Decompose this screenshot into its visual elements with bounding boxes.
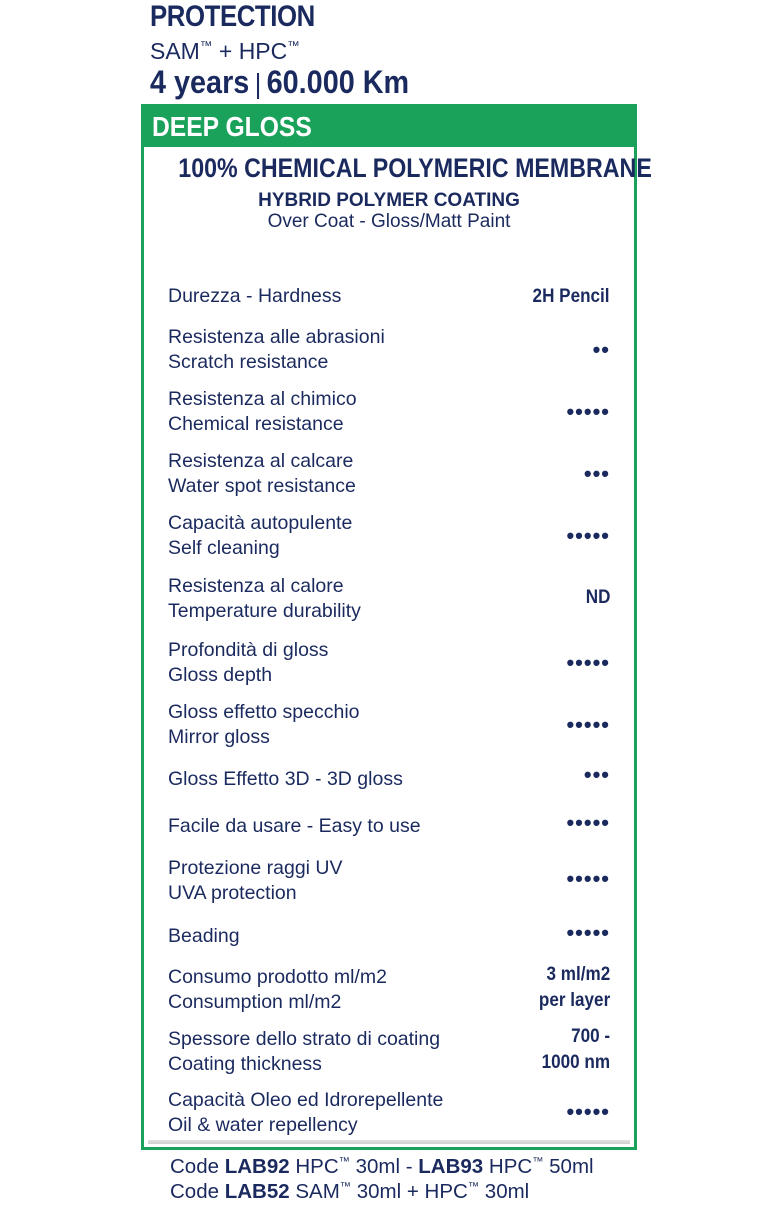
code-prefix: Code xyxy=(170,1155,225,1178)
spec-rating: ••••• xyxy=(566,810,610,835)
spec-label: Resistenza al calcare Water spot resistance xyxy=(168,450,356,497)
card-subtitle: HYBRID POLYMER COATING xyxy=(258,190,520,211)
trademark-mark: ™ xyxy=(532,1156,544,1169)
spec-label: Resistenza al calore Temperature durability xyxy=(168,575,361,622)
spec-label: Resistenza alle abrasioni Scratch resistance xyxy=(168,326,385,373)
subtitle-hpc: + HPC xyxy=(212,38,288,64)
duration-line xyxy=(150,64,409,101)
spec-label: Capacità autopulente Self cleaning xyxy=(168,512,353,559)
duration-years: 4 years xyxy=(150,64,250,100)
card-header xyxy=(144,107,634,147)
spec-label: Consumo prodotto ml/m2 Consumption ml/m2 xyxy=(168,966,387,1013)
spec-rating: ••••• xyxy=(566,920,610,945)
spec-value: 3 ml/m2 per layer xyxy=(538,964,610,1011)
product-code-line xyxy=(170,1155,594,1179)
card-subtitle-secondary: Over Coat - Gloss/Matt Paint xyxy=(267,211,511,232)
spec-rating: ••••• xyxy=(566,523,610,548)
page-title: PROTECTION xyxy=(150,0,315,33)
spec-rating: ••• xyxy=(583,461,610,486)
spec-value: 2H Pencil xyxy=(533,286,610,307)
trademark-mark: ™ xyxy=(338,1156,350,1169)
subtitle-sam: SAM xyxy=(150,38,200,64)
card-bottom-shadow xyxy=(148,1140,630,1144)
code-text: HPC xyxy=(483,1155,533,1178)
spec-value: 700 - 1000 nm xyxy=(541,1026,610,1073)
trademark-mark: ™ xyxy=(467,1181,480,1194)
duration-km: 60.000 Km xyxy=(266,64,410,100)
spec-label: Resistenza al chimico Chemical resistance xyxy=(168,388,357,435)
product-code: LAB52 xyxy=(224,1180,290,1203)
card-header-label: DEEP GLOSS xyxy=(152,111,312,142)
spec-value: ND xyxy=(585,587,610,608)
spec-label: Profondità di gloss Gloss depth xyxy=(168,639,329,686)
product-code: LAB92 xyxy=(224,1155,290,1178)
spec-rating: ••• xyxy=(583,762,610,787)
code-prefix: Code xyxy=(170,1180,225,1203)
spec-rating: ••••• xyxy=(566,1099,610,1124)
spec-label: Capacità Oleo ed Idrorepellente Oil & water repellency xyxy=(168,1089,444,1136)
spec-rating: ••••• xyxy=(566,866,610,891)
spec-label: Protezione raggi UV UVA protection xyxy=(168,857,343,904)
code-text: 30ml xyxy=(479,1180,530,1203)
spec-label: Spessore dello strato di coating Coating thickness xyxy=(168,1028,441,1075)
code-text: 30ml + HPC xyxy=(351,1180,468,1203)
spec-label: Beading xyxy=(168,925,240,947)
product-code-line xyxy=(170,1180,529,1204)
duration-separator: | xyxy=(254,68,262,99)
spec-rating: ••••• xyxy=(566,399,610,424)
code-text: 50ml xyxy=(543,1155,594,1178)
trademark-mark: ™ xyxy=(339,1181,352,1194)
code-text: HPC xyxy=(289,1155,339,1178)
spec-card xyxy=(141,104,652,1150)
spec-label: Durezza - Hardness xyxy=(168,285,342,307)
trademark-mark: ™ xyxy=(287,39,300,54)
spec-label: Gloss Effetto 3D - 3D gloss xyxy=(168,768,403,790)
spec-label: Facile da usare - Easy to use xyxy=(168,815,421,837)
spec-rating: •• xyxy=(592,337,610,362)
spec-rating: ••••• xyxy=(566,650,610,675)
spec-rating: ••••• xyxy=(566,712,610,737)
code-text: SAM xyxy=(289,1180,340,1203)
card-title: 100% CHEMICAL POLYMERIC MEMBRANE xyxy=(178,153,652,183)
product-subtitle xyxy=(150,38,300,65)
spec-label: Gloss effetto specchio Mirror gloss xyxy=(168,701,360,748)
product-code: LAB93 xyxy=(418,1155,484,1178)
code-text: 30ml - xyxy=(349,1155,419,1178)
trademark-mark: ™ xyxy=(199,39,213,54)
